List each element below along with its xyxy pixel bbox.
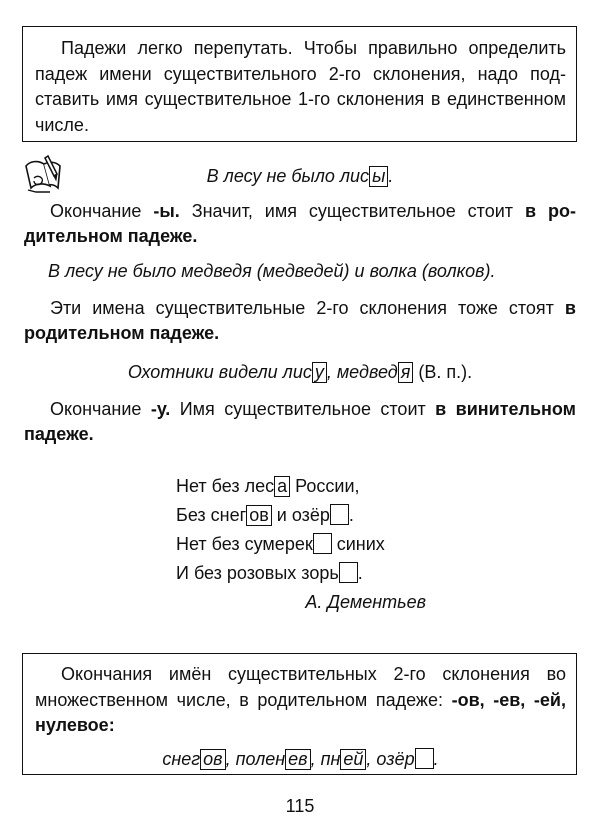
example-sentence-3: Охотники видели лис у , медвед я (В. п.). — [127, 362, 473, 382]
poem-line-2: Без снег ов и озёр . — [176, 505, 354, 525]
ending-box: ы — [369, 166, 388, 187]
poem-line-4: И без розовых зорь . — [176, 563, 363, 583]
empty-ending-box — [339, 562, 358, 583]
example-sentence-1: В лесу не было лис ы . — [206, 166, 394, 186]
rule-box-bottom — [22, 653, 577, 775]
rule-examples: снег ов , полен ев , пн ей , озёр . — [162, 748, 439, 769]
explanation-1: Окончание -ы. Значит, имя существительное стоит в родительном падеже. — [24, 201, 576, 246]
empty-ending-box — [330, 504, 349, 525]
ending-box: а — [274, 476, 290, 497]
ending-box: у — [312, 362, 327, 383]
empty-ending-box — [415, 748, 434, 769]
empty-ending-box — [313, 533, 332, 554]
explanation-3: Окончание -у. Имя существительное стоит в винительном падеже. — [24, 399, 576, 444]
ending-box: я — [398, 362, 414, 383]
rule-text-top: Падежи легко перепутать. Чтобы правильно определить падеж имени существительного 2-го склонения, надо подставить имя существительное 1-го склонения в единственном числе. — [35, 38, 566, 135]
poem-author: А. Дементьев — [305, 592, 426, 612]
page-number: 115 — [285, 796, 315, 816]
poem-line-3: Нет без сумерек синих — [176, 534, 385, 554]
ending-box: ев — [285, 749, 310, 770]
rule-box-top — [22, 26, 577, 142]
ending-box: ов — [246, 505, 272, 526]
rule-text-bottom: Окончания имён существительных 2-го склонения во множественном числе, в родительном падеже: -ов, -ев, -ей, нулевое: — [35, 664, 566, 735]
poem — [176, 472, 476, 617]
ending-box: ей — [340, 749, 366, 770]
ending-box: ов — [200, 749, 225, 770]
example-sentence-2: В лесу не было медведя (медведей) и волка (волков). — [48, 261, 496, 281]
explanation-2: Эти имена существительные 2-го склонения тоже стоят в родительном падеже. — [24, 298, 576, 343]
poem-line-1: Нет без лес а России, — [176, 476, 360, 496]
